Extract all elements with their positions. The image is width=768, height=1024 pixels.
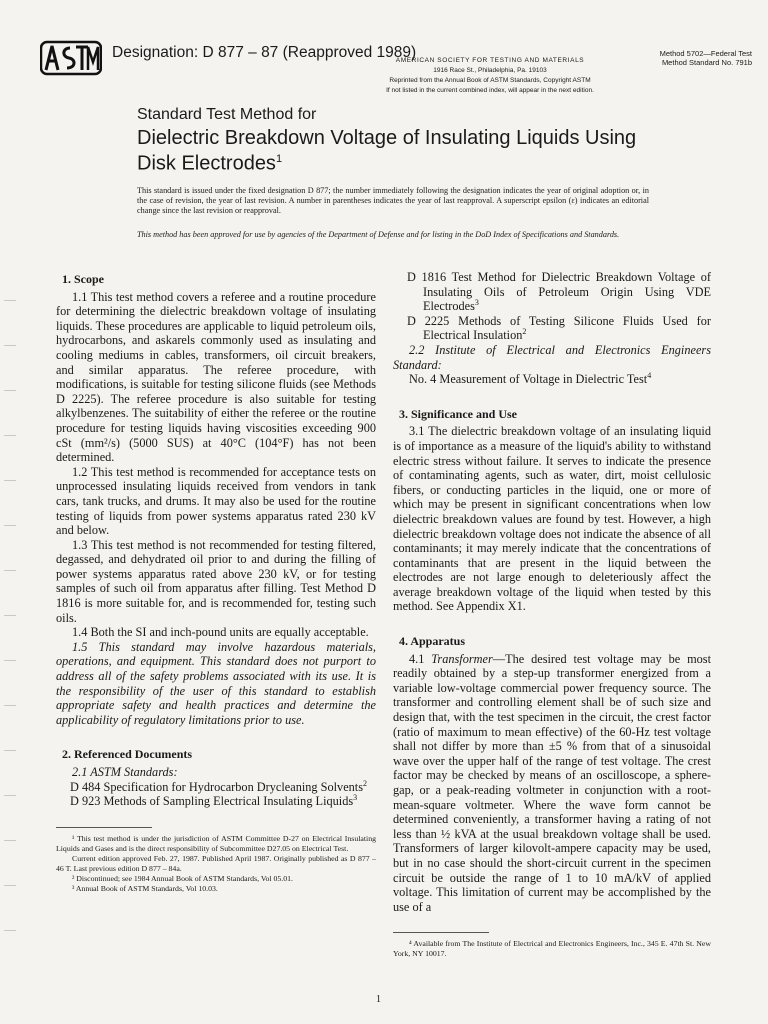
reference-d923	[56, 794, 376, 809]
paragraph-3-1: 3.1 The dielectric breakdown voltage of an insulating liquid is of importance as a measure of the liquid's ability to withstand electric stress without failure. It serves to indicate the presence of contaminating agents, such as water, dirt, moist cellulosic fibers, or conducting particles in the liquid, one or more of which may be present in significant concentrations when low dielectric breakdown values are found by test. However, a high dielectric breakdown voltage does not indicate the absence of all contaminants; it may merely indicate that the concentrations of contaminants that are present in the liquid between the electrodes are not large enough to deleteriously affect the average breakdown voltage of the liquid when tested by this method. See Appendix X1.	[393, 424, 711, 614]
reference-d1816	[393, 270, 711, 314]
document-title	[137, 106, 636, 175]
reference-d1816-text: D 1816 Test Method for Dielectric Breakdown Voltage of Insulating Oils of Petroleum Origin Using VDE Electrodes	[407, 270, 711, 314]
paragraph-1-1: 1.1 This test method covers a referee and a routine procedure for determining the dielectric breakdown voltage of insulating liquids. These procedures are applicable to liquid petroleum oils, hydrocarbons, and askarels commonly used as insulating and cooling mediums in cables, transformers, oil circuit breakers, and similar apparatus. The referee procedure, with modifications, is suitable for testing silicone fluids (see Methods D 2225). The referee procedure is also suitable for testing alkylbenzenes. The suitability of either the referee or the routine procedure for testing liquids having viscosities exceeding 900 cSt (mm²/s) (5000 SUS) at 40°C (104°F) has not been determined.	[56, 289, 376, 465]
reference-ieee-no4-text: No. 4 Measurement of Voltage in Dielectric Test	[409, 372, 648, 387]
footnote-1-edition: Current edition approved Feb. 27, 1987. Published April 1987. Originally published as D 877 – 46 T. Last previous edition D 877 – 84a.	[56, 853, 376, 873]
section-heading-scope: 1. Scope	[62, 272, 104, 286]
title-line-1: Dielectric Breakdown Voltage of Insulating Liquids Using	[137, 127, 637, 149]
footnote-1: ¹ This test method is under the jurisdiction of ASTM Committee D-27 on Electrical Insulating Liquids and Gases and is the direct responsibility of Subcommittee D27.05 on Electrical Test.	[56, 833, 376, 853]
reprint-note: Reprinted from the Annual Book of ASTM Standards, Copyright ASTM	[389, 77, 591, 84]
footnote-mark: 2	[522, 327, 527, 337]
reference-d2225-text: D 2225 Methods of Testing Silicone Fluids Used for Electrical Insulation	[407, 313, 711, 343]
paragraph-4-1	[393, 652, 711, 915]
reference-ieee-no4	[393, 372, 711, 387]
title-line-2	[137, 149, 636, 175]
astm-logo-icon	[40, 40, 102, 76]
right-column	[393, 270, 711, 959]
paragraph-4-1-term: Transformer	[431, 651, 493, 666]
footnote-4: ⁴ Available from The Institute of Electrical and Electronics Engineers, Inc., 345 E. 47th St. New York, NY 10017.	[393, 939, 711, 959]
title-footnote-mark: 1	[275, 153, 283, 165]
footnote-mark: 3	[474, 298, 479, 308]
issued-note: This standard is issued under the fixed designation D 877; the number immediately following the designation indicates the year of original adoption or, in the case of revision, the year of last revision. A number in parentheses indicates the year of last reapproval. A superscript epsilon (ε) indicates an editorial change since the last revision or reapproval.	[137, 186, 649, 215]
paragraph-2-2: 2.2 Institute of Electrical and Electronics Engineers Standard:	[393, 342, 711, 372]
footnote-divider	[56, 827, 152, 828]
footnote-mark: 4	[647, 371, 652, 381]
section-heading-significance: 3. Significance and Use	[399, 406, 518, 421]
footnote-mark: 3	[353, 793, 358, 803]
paragraph-1-5: 1.5 This standard may involve hazardous materials, operations, and equipment. This standard does not purport to address all of the safety problems associated with its use. It is the responsibility of the user of this standard to establish appropriate safety and health practices and determine the applicability of regulatory limitations prior to use.	[56, 639, 376, 727]
method-line-1: Method 5702—Federal Test	[659, 49, 752, 58]
reprint-note-2: If not listed in the current combined index, will appear in the next edition.	[386, 87, 594, 94]
left-column	[56, 270, 376, 894]
scan-margin-marks	[4, 300, 18, 975]
org-name: AMERICAN SOCIETY FOR TESTING AND MATERIALS	[395, 57, 585, 64]
dod-approval-note: This method has been approved for use by agencies of the Department of Defense and for listing in the DoD Index of Specifications and Standards.	[137, 230, 620, 239]
designation: Designation: D 877 – 87 (Reapproved 1989)	[112, 44, 417, 61]
page-number: 1	[376, 994, 381, 1005]
method-line-2: Method Standard No. 791b	[661, 58, 752, 67]
paragraph-1-4: 1.4 Both the SI and inch-pound units are equally acceptable.	[72, 625, 369, 640]
publisher-block	[362, 56, 618, 96]
org-address: 1916 Race St., Philadelphia, Pa. 19103	[433, 67, 547, 74]
federal-method-reference	[604, 49, 752, 67]
reference-d923-text: D 923 Methods of Sampling Electrical Insulating Liquids	[70, 794, 354, 809]
paragraph-4-1-number: 4.1	[409, 651, 432, 666]
paragraph-2-1: 2.1 ASTM Standards:	[72, 765, 178, 779]
footnote-divider	[393, 932, 489, 933]
paragraph-4-1-text: —The desired test voltage may be most readily obtained by a step-up transformer energized from a variable low-voltage commercial power frequency source. The transformer and controlling element shall be of such size and design that, with the test specimen in the circuit, the crest factor (ratio of maximum to mean effective) of the 60-Hz test voltage shall not differ by more than ±5 % from that of a sinusoidal wave over the upper half of the range of test voltage. The crest factor may be checked by means of an oscilloscope, a sphere-gap, or a peak-reading voltmeter in conjunction with a root-mean-square voltmeter. Where the wave form cannot be determined conveniently, a transformer having a rating of not less than ½ kVA at the usual breakdown voltage shall be used. Transformers of larger kilovolt-ampere capacity may be used, but in no case should the short-circuit current in the specimen circuit be outside the range of 1 to 10 mA/kV of applied voltage. This limitation of current may be accomplished by the use of a	[393, 651, 711, 914]
footnote-mark: 2	[363, 778, 367, 788]
paragraph-1-2: 1.2 This test method is recommended for acceptance tests on unprocessed insulating liquids received from vendors in tank cars, tank trucks, and drums. It may also be used for the routine testing of liquids from power systems apparatus rated 230 kV and below.	[56, 464, 376, 538]
section-heading-apparatus: 4. Apparatus	[399, 634, 466, 649]
reference-d484	[56, 780, 376, 795]
footnote-3: ³ Annual Book of ASTM Standards, Vol 10.03.	[72, 883, 218, 893]
reference-d2225	[393, 314, 711, 343]
footnote-2: ² Discontinued; see 1984 Annual Book of ASTM Standards, Vol 05.01.	[72, 873, 294, 883]
section-heading-referenced-documents: 2. Referenced Documents	[62, 747, 193, 762]
title-line-2-text: Disk Electrodes	[137, 152, 276, 175]
title-prefix: Standard Test Method for	[137, 106, 317, 123]
reference-d484-text: D 484 Specification for Hydrocarbon Drycleaning Solvents	[70, 779, 363, 794]
paragraph-1-3: 1.3 This test method is not recommended for testing filtered, degassed, and dehydrated oil prior to and during the filling of power systems apparatus rated above 230 kV, or for testing samples of such oil from apparatus after filling. Test Method D 1816 is more suitable for, and is recommended for, testing such oils.	[56, 537, 376, 625]
